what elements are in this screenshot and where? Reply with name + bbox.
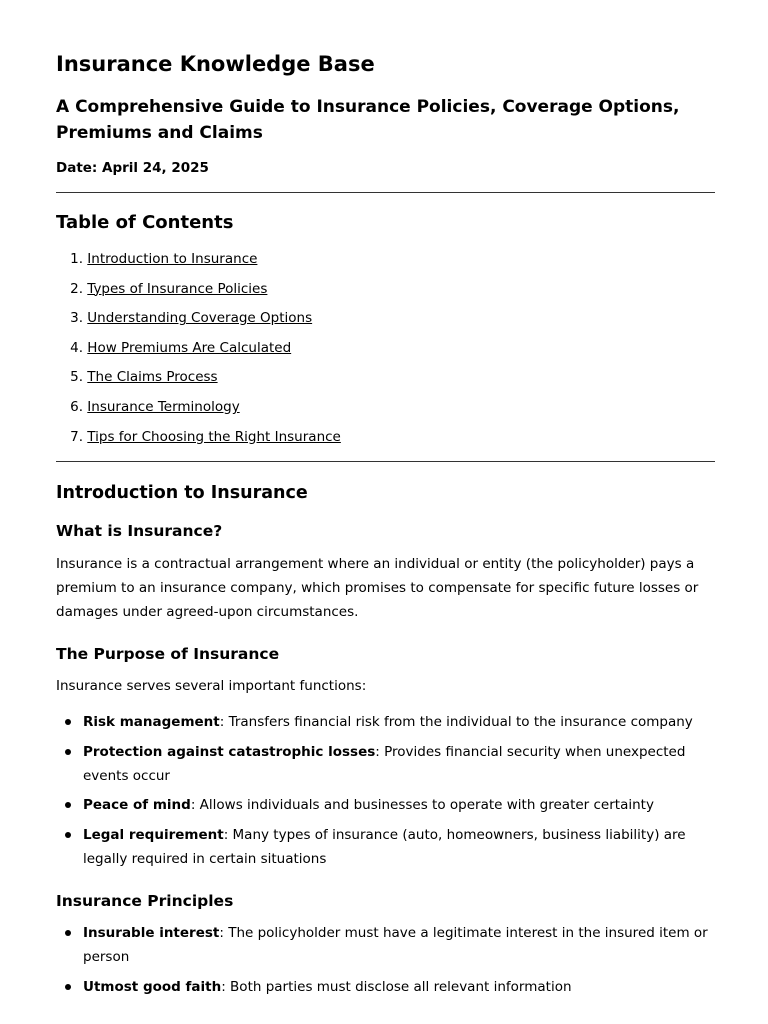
toc-item bbox=[56, 337, 341, 367]
toc-number: 4. bbox=[70, 339, 83, 356]
subheading-principles: Insurance Principles bbox=[56, 892, 234, 910]
toc-link-tips[interactable]: Tips for Choosing the Right Insurance bbox=[87, 428, 341, 445]
list-item-desc: : Allows individuals and businesses to operate with greater certainty bbox=[190, 797, 654, 813]
page-subtitle: A Comprehensive Guide to Insurance Policies, Coverage Options, Premiums and Claims bbox=[56, 97, 680, 143]
list-item-desc: : The policyholder must have a legitimate interest in the insured item or person bbox=[83, 925, 708, 965]
toc-link-terminology[interactable]: Insurance Terminology bbox=[87, 398, 240, 415]
toc-item bbox=[56, 366, 341, 396]
toc-number: 1. bbox=[70, 251, 83, 267]
toc-link-types[interactable]: Types of Insurance Policies bbox=[87, 280, 268, 297]
toc-item bbox=[56, 426, 341, 456]
list-item-desc: : Both parties must disclose all relevant information bbox=[221, 978, 572, 995]
toc-number: 3. bbox=[70, 310, 83, 327]
toc-item bbox=[56, 396, 341, 426]
page-title: Insurance Knowledge Base bbox=[56, 52, 375, 76]
toc-number: 2. bbox=[70, 280, 83, 297]
list-item bbox=[56, 793, 715, 817]
subheading-purpose: The Purpose of Insurance bbox=[56, 645, 280, 663]
toc-link-claims[interactable]: The Claims Process bbox=[87, 369, 218, 386]
list-item-term: Legal requirement bbox=[83, 826, 224, 843]
list-item bbox=[56, 823, 715, 871]
principles-list bbox=[56, 921, 715, 1004]
toc-item bbox=[56, 248, 341, 278]
list-item-term: Risk management bbox=[83, 714, 220, 730]
toc-link-premiums[interactable]: How Premiums Are Calculated bbox=[87, 339, 292, 356]
divider bbox=[56, 461, 715, 462]
document-date: Date: April 24, 2025 bbox=[56, 160, 209, 176]
section-heading-introduction: Introduction to Insurance bbox=[56, 483, 308, 503]
paragraph-purpose-lead: Insurance serves several important functions: bbox=[56, 678, 367, 694]
list-item bbox=[56, 740, 715, 788]
list-item bbox=[56, 975, 715, 999]
subheading-what-is-insurance: What is Insurance? bbox=[56, 522, 223, 540]
toc-link-introduction[interactable]: Introduction to Insurance bbox=[87, 251, 258, 267]
table-of-contents bbox=[56, 248, 341, 455]
list-item-desc: : Transfers financial risk from the individual to the insurance company bbox=[219, 714, 693, 730]
list-item-term: Utmost good faith bbox=[83, 978, 222, 995]
purpose-list bbox=[56, 710, 715, 876]
toc-number: 7. bbox=[70, 428, 83, 445]
list-item bbox=[56, 921, 715, 969]
divider bbox=[56, 192, 715, 193]
toc-number: 6. bbox=[70, 398, 83, 415]
list-item-term: Peace of mind bbox=[83, 797, 191, 813]
toc-heading: Table of Contents bbox=[56, 212, 234, 233]
toc-number: 5. bbox=[70, 369, 83, 386]
list-item-desc: : Many types of insurance (auto, homeowners, business liability) are legally required in certain situations bbox=[83, 826, 686, 867]
toc-item bbox=[56, 278, 341, 308]
list-item-term: Insurable interest bbox=[83, 925, 220, 941]
list-item bbox=[56, 710, 715, 734]
list-item-desc: : Provides financial security when unexpected events occur bbox=[83, 743, 686, 784]
list-item-term: Protection against catastrophic losses bbox=[83, 743, 376, 760]
paragraph-definition: Insurance is a contractual arrangement where an individual or entity (the policyholder) pays a premium to an insurance company, which promises to compensate for specific future losses or damages under agreed-upon circumstances. bbox=[56, 556, 699, 620]
toc-item bbox=[56, 307, 341, 337]
toc-link-coverage[interactable]: Understanding Coverage Options bbox=[87, 310, 313, 327]
